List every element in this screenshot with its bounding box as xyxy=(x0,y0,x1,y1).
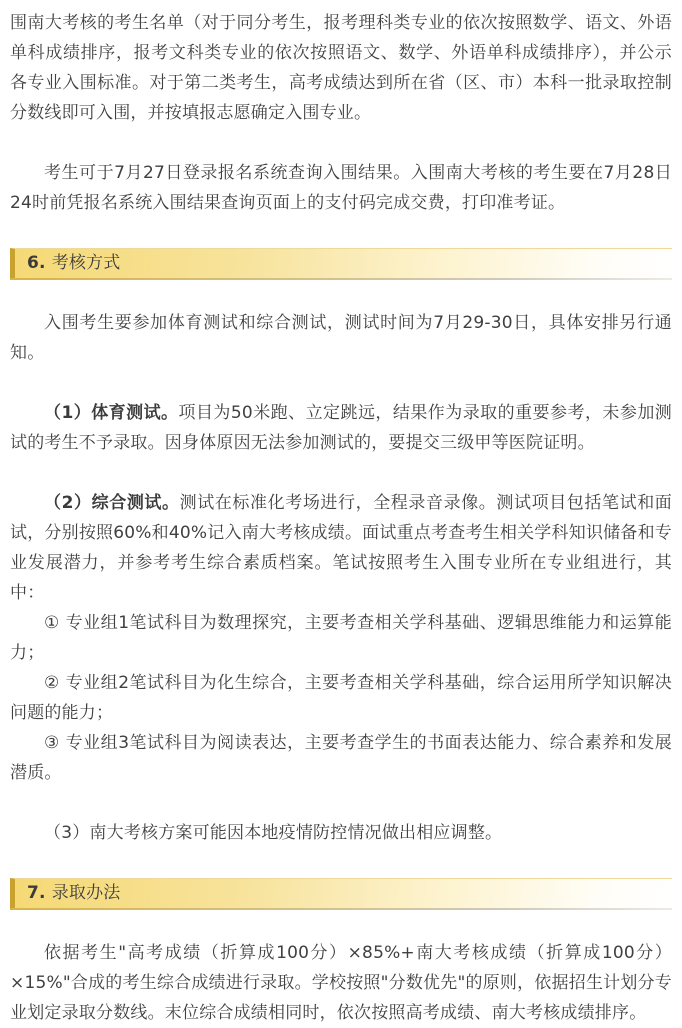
list-item-group2: ② 专业组2笔试科目为化生综合，主要考查相关学科基础，综合运用所学知识解决问题的能力； xyxy=(10,673,672,723)
paragraph-shortlist-rules: 围南大考核的考生名单（对于同分考生，报考理科类专业的依次按照数学、语文、外语单科成绩排序，报考文科类专业的依次按照语文、数学、外语单科成绩排序），并公示各专业入围标准。对于第二类考生，高考成绩达到所在省（区、市）本科一批录取控制分数线即可入围，并按填报志愿确定入围专业。 xyxy=(10,13,672,123)
paragraph-body-comprehensive-test: 测试在标准化考场进行，全程录音录像。测试项目包括笔试和面试，分别按照60%和40%记入南大考核成绩。面试重点考查考生相关学科知识储备和专业发展潜力，并参考考生综合素质档案。笔试按照考生入围专业所在专业组进行，其中： xyxy=(10,493,672,603)
paragraph-comprehensive-test xyxy=(10,488,672,608)
paragraph-admission-method: 依据考生"高考成绩（折算成100分）×85%+南大考核成绩（折算成100分）×15%"合成的考生综合成绩进行录取。学校按照"分数优先"的原则，依据招生计划分专业划定录取分数线。末位综合成绩相同时，依次按照高考成绩、南大考核成绩排序。 xyxy=(10,943,672,1023)
section-number: 6. xyxy=(27,253,46,273)
paragraph-assessment-intro: 入围考生要参加体育测试和综合测试，测试时间为7月29-30日，具体安排另行通知。 xyxy=(10,313,672,363)
section-title: 录取办法 xyxy=(51,883,121,903)
paragraph-lead-comprehensive-test: （2）综合测试。 xyxy=(44,493,180,513)
section-number: 7. xyxy=(27,883,46,903)
section-header-admission xyxy=(10,878,672,908)
list-item-group3: ③ 专业组3笔试科目为阅读表达，主要考查学生的书面表达能力、综合素养和发展潜质。 xyxy=(10,733,672,783)
article-body xyxy=(10,8,672,1028)
paragraph-body-sport-test: 项目为50米跑、立定跳远，结果作为录取的重要参考，未参加测试的考生不予录取。因身体原因无法参加测试的，要提交三级甲等医院证明。 xyxy=(10,403,672,453)
section-header-assessment xyxy=(10,248,672,278)
section-title: 考核方式 xyxy=(51,253,121,273)
list-item-group1: ① 专业组1笔试科目为数理探究，主要考查相关学科基础、逻辑思维能力和运算能力； xyxy=(10,613,672,663)
paragraph-plan-adjustment: （3）南大考核方案可能因本地疫情防控情况做出相应调整。 xyxy=(44,823,503,843)
paragraph-result-query: 考生可于7月27日登录报名系统查询入围结果。入围南大考核的考生要在7月28日24时前凭报名系统入围结果查询页面上的支付码完成交费，打印准考证。 xyxy=(10,163,672,213)
paragraph-sport-test xyxy=(10,398,672,458)
paragraph-lead-sport-test: （1）体育测试。 xyxy=(44,403,179,423)
